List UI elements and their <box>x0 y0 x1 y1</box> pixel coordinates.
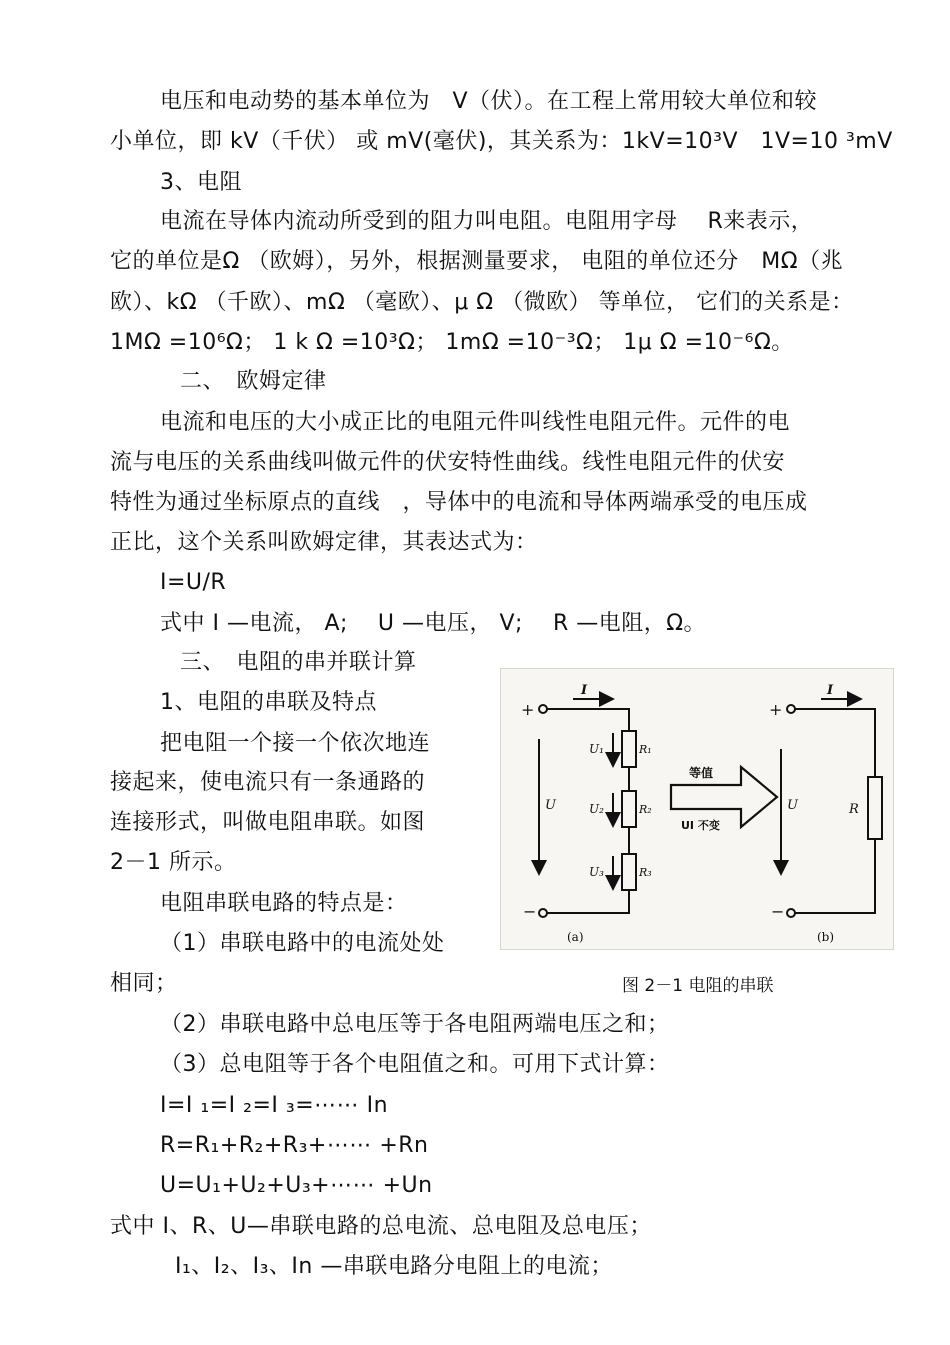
wire-bottom-a <box>547 890 629 913</box>
label-i-a: I <box>581 683 588 698</box>
label-subfig-b: (b) <box>817 930 835 944</box>
text-line-10: 流与电压的关系曲线叫做元件的伏安特性曲线。线性电阻元件的伏安 <box>110 450 786 475</box>
resistor-r3 <box>622 854 636 890</box>
formula-resistance: R=R₁+R₂+R₃+⋯⋯ +Rn <box>160 1133 429 1158</box>
label-subfig-a: (a) <box>567 930 584 944</box>
formula-current: I=I ₁=I ₂=I ₃=⋯⋯ In <box>160 1093 389 1118</box>
text-line-29: 式中 I、R、U—串联电路的总电流、总电阻及总电压； <box>110 1214 652 1239</box>
text-line-23: 相同； <box>110 971 178 996</box>
label-u-b: U <box>787 798 798 813</box>
equivalence-arrow <box>671 767 777 827</box>
text-line-21: 电阻串联电路的特点是： <box>160 891 408 916</box>
terminal-plus-a <box>539 705 547 713</box>
terminal-plus-b <box>787 705 795 713</box>
text-line-7: 1MΩ =10⁶Ω； 1 k Ω =10³Ω； 1mΩ =10⁻³Ω； 1μ Ω =10⁻⁶Ω。 <box>110 330 794 355</box>
formula-voltage: U=U₁+U₂+U₃+⋯⋯ +Un <box>160 1173 433 1198</box>
text-line-25: （3）总电阻等于各个电阻值之和。可用下式计算： <box>160 1052 670 1077</box>
text-line-11: 特性为通过坐标原点的直线 ，导体中的电流和导体两端承受的电压成 <box>110 490 808 515</box>
text-line-5: 它的单位是Ω （欧姆），另外，根据测量要求， 电阻的单位还分 MΩ（兆 <box>110 249 844 274</box>
section-heading-resistance: 3、电阻 <box>160 170 242 195</box>
label-plus-a: + <box>521 700 535 719</box>
terminal-minus-a <box>539 909 547 917</box>
text-line-6: 欧）、kΩ （千欧）、mΩ （毫欧）、μ Ω （微欧） 等单位， 它们的关系是： <box>110 290 854 315</box>
text-line-17: 把电阻一个接一个依次地连 <box>160 731 431 756</box>
resistor-r1 <box>622 731 636 767</box>
figure-caption: 图 2－1 电阻的串联 <box>622 976 774 996</box>
text-line-24: （2）串联电路中总电压等于各电阻两端电压之和； <box>160 1012 670 1037</box>
text-line-12: 正比，这个关系叫欧姆定律，其表达式为： <box>110 530 538 555</box>
wire-bottom-b <box>795 839 875 913</box>
section-heading-ohms-law: 二、 欧姆定律 <box>180 369 327 394</box>
label-minus-b: − <box>771 902 785 921</box>
wire-top-a <box>547 709 629 731</box>
text-line-4: 电流在导体内流动所受到的阻力叫电阻。电阻用字母 R来表示， <box>160 209 814 234</box>
formula-ohms-law: I=U/R <box>160 570 227 595</box>
text-line-30: I₁、I₂、I₃、In —串联电路分电阻上的电流； <box>175 1254 613 1279</box>
label-minus-a: − <box>523 902 537 921</box>
section-heading-series-parallel: 三、 电阻的串并联计算 <box>180 650 417 675</box>
label-r: R <box>849 802 859 817</box>
label-u3: U₃ <box>589 865 604 879</box>
label-r2: R₂ <box>639 803 652 816</box>
label-plus-b: + <box>769 700 783 719</box>
terminal-minus-b <box>787 909 795 917</box>
text-line-19: 连接形式，叫做电阻串联。如图 <box>110 810 426 835</box>
label-u2: U₂ <box>589 802 604 816</box>
wire-top-b <box>795 709 875 777</box>
resistor-r2 <box>622 791 636 827</box>
text-line-2: 小单位，即 kV（千伏） 或 mV(毫伏)，其关系为：1kV=10³V 1V=10 ³mV <box>110 129 893 154</box>
label-u-a: U <box>545 798 556 813</box>
label-r3: R₃ <box>639 866 652 879</box>
label-u1: U₁ <box>589 742 604 756</box>
series-resistor-figure <box>500 668 894 950</box>
label-equivalent: 等值 <box>689 766 714 780</box>
resistor-r <box>868 777 882 839</box>
text-line-22: （1）串联电路中的电流处处 <box>160 931 445 956</box>
label-r1: R₁ <box>639 743 652 756</box>
series-circuit-diagram <box>501 669 895 951</box>
label-ui-unchanged: UI 不变 <box>681 819 720 832</box>
text-line-14: 式中 I —电流， A; U —电压， V; R —电阻，Ω。 <box>160 611 707 636</box>
label-i-b: I <box>827 683 834 698</box>
subheading-series: 1、电阻的串联及特点 <box>160 690 377 715</box>
text-line-20: 2－1 所示。 <box>110 850 237 875</box>
text-line-18: 接起来，使电流只有一条通路的 <box>110 770 426 795</box>
text-line-9: 电流和电压的大小成正比的电阻元件叫线性电阻元件。元件的电 <box>160 410 791 435</box>
text-line-1: 电压和电动势的基本单位为 V（伏）。在工程上常用较大单位和较 <box>160 89 818 114</box>
